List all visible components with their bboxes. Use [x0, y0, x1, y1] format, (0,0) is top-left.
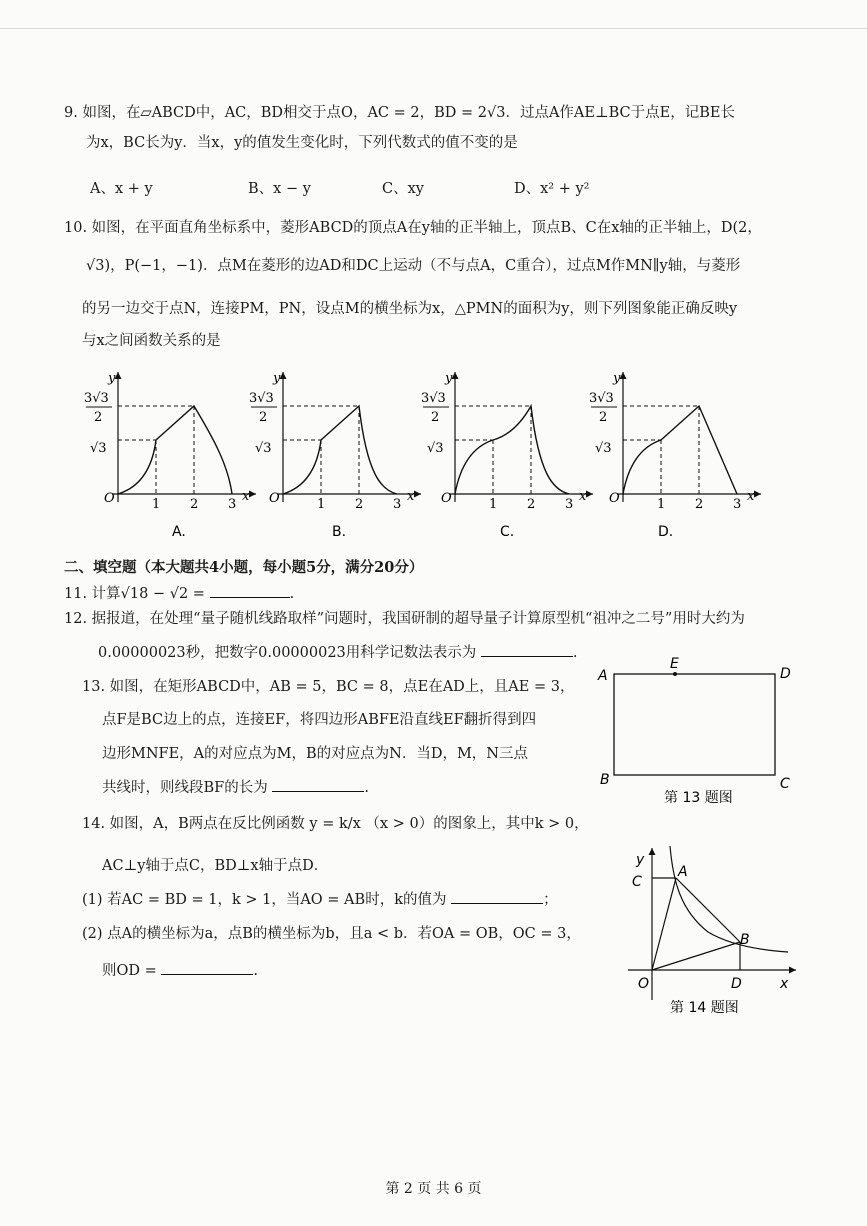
q9-option-c: C、xy — [382, 181, 424, 197]
q13-line4: 共线时，则线段BF的长为 — [102, 780, 268, 796]
graph-c-curve — [455, 406, 569, 494]
q13-line1: 13. 如图，在矩形ABCD中，AB = 5，BC = 8，点E在AD上，且AE = 3， — [82, 679, 575, 695]
graph-label-b: B. — [332, 524, 347, 540]
q13-line3: 边形MNFE，A的对应点为M，B的对应点为N．当D，M，N三点 — [102, 746, 528, 762]
q10-line1: 10. 如图，在平面直角坐标系中，菱形ABCD的顶点A在y轴的正半轴上，顶点B、C在x轴的正半轴上，D(2， — [64, 220, 762, 236]
q13-label-b: B — [600, 772, 610, 788]
q9-line2: 为x，BC长为y．当x，y的值发生变化时，下列代数式的值不变的是 — [86, 135, 518, 151]
graph-d-label-o: O — [609, 491, 620, 506]
graph-a-curve — [118, 406, 232, 494]
q14-label-a: A — [678, 864, 688, 880]
q11-blank — [210, 583, 290, 598]
graph-b-label-ymid: √3 — [255, 441, 272, 456]
graph-c-tick-3: 3 — [565, 497, 574, 512]
q14-caption: 第 14 题图 — [670, 1000, 739, 1016]
graph-a-tick-1: 1 — [152, 497, 161, 512]
graph-b-tick-1: 1 — [317, 497, 326, 512]
q11-label: 11. 计算√18 − √2 = — [64, 586, 205, 602]
q13-line2: 点F是BC边上的点，连接EF，将四边形ABFE沿直线EF翻折得到四 — [102, 712, 537, 728]
graph-a-label-ymid: √3 — [90, 441, 107, 456]
graph-b-tick-2: 2 — [355, 497, 364, 512]
graph-b-curve — [283, 406, 397, 494]
q14-line3: (1) 若AC = BD = 1，k > 1，当AO = AB时，k的值为 — [82, 892, 447, 908]
q12-line2: 0.00000023秒，把数字0.00000023用科学记数法表示为 — [98, 645, 477, 661]
graph-d-tick-2: 2 — [695, 497, 704, 512]
q14-label-o: O — [638, 976, 650, 992]
q14-blank-2 — [161, 960, 253, 975]
q9-line1: 9. 如图，在▱ABCD中，AC，BD相交于点O，AC = 2，BD = 2√3．过点A作AE⊥BC于点E，记BE长 — [64, 105, 735, 121]
q14-line3-wrap: (1) 若AC = BD = 1，k > 1，当AO = AB时，k的值为 ； — [82, 884, 558, 917]
q13-label-e: E — [670, 656, 679, 672]
graph-a-tick-3: 3 — [228, 497, 237, 512]
q14-label-d: D — [731, 976, 742, 992]
graph-c-tick-1: 1 — [489, 497, 498, 512]
graph-d — [589, 371, 761, 512]
q13-label-c: C — [780, 776, 790, 792]
graph-d-curve — [623, 406, 737, 494]
q14-label-x: x — [780, 976, 789, 992]
graph-a-label-o: O — [104, 491, 115, 506]
graph-c-label-y: y — [445, 371, 453, 386]
graph-d-tick-3: 3 — [733, 497, 742, 512]
q14-line5-wrap: 则OD = . — [102, 955, 258, 988]
q12-line2-wrap: 0.00000023秒，把数字0.00000023用科学记数法表示为 . — [98, 637, 578, 670]
q14-label-y: y — [636, 852, 645, 868]
q13-label-a: A — [598, 668, 608, 684]
graph-c-label-o: O — [441, 491, 452, 506]
q14-blank-1 — [451, 889, 543, 904]
graph-b-label-y: y — [273, 371, 281, 386]
q14-line1: 14. 如图，A，B两点在反比例函数 y = k/x （x > 0）的图象上，其中k > 0， — [82, 816, 589, 832]
top-rule — [0, 28, 867, 29]
q10-line3: 的另一边交于点N，连接PM，PN，设点M的横坐标为x，△PMN的面积为y，则下列图象能正确反映y — [82, 301, 738, 317]
graph-d-label-ytop: 3√3 — [589, 391, 614, 406]
graph-b-label-ytop: 3√3 — [249, 391, 274, 406]
q14-hyperbola — [670, 846, 788, 952]
q11-text: 11. 计算√18 − √2 = . — [64, 578, 294, 611]
q14-figure — [618, 840, 808, 1020]
graph-c-tick-2: 2 — [527, 497, 536, 512]
q13-point-e — [673, 672, 677, 676]
q13-figure — [592, 656, 802, 808]
graph-d-label-ytop-den: 2 — [599, 410, 608, 425]
q14-label-b: B — [740, 932, 750, 948]
q13-line4-wrap: 共线时，则线段BF的长为 . — [102, 772, 369, 805]
q10-line4: 与x之间函数关系的是 — [82, 333, 221, 349]
graph-label-c: C. — [500, 524, 515, 540]
q13-label-d: D — [780, 666, 791, 682]
graph-b-label-x: x — [407, 489, 415, 504]
q12-line1: 12. 据报道，在处理“量子随机线路取样”问题时，我国研制的超导量子计算原型机“祖冲之二号”用时大约为 — [64, 611, 745, 627]
q13-caption: 第 13 题图 — [664, 790, 733, 806]
q10-line2: √3)，P(−1，−1)．点M在菱形的边AD和DC上运动（不与点A，C重合），过点M作MN∥y轴，与菱形 — [86, 258, 741, 274]
q12-blank — [481, 642, 573, 657]
graph-a-label-y: y — [108, 371, 116, 386]
q10-graphs — [72, 368, 812, 548]
graph-d-label-x: x — [747, 489, 755, 504]
graph-c-label-x: x — [579, 489, 587, 504]
graph-a — [84, 371, 256, 512]
graph-c-label-ytop-den: 2 — [431, 410, 440, 425]
q14-segment-ob — [652, 942, 740, 970]
q9-option-b: B、x − y — [248, 181, 311, 197]
graph-d-tick-1: 1 — [657, 497, 666, 512]
q14-line4: (2) 点A的横坐标为a，点B的横坐标为b，且a < b．若OA = OB，OC = 3， — [82, 926, 581, 942]
graph-a-label-ytop: 3√3 — [84, 391, 109, 406]
section2-heading: 二、填空题（本大题共4小题，每小题5分，满分20分） — [64, 559, 424, 576]
graph-c-label-ytop: 3√3 — [421, 391, 446, 406]
graph-label-a: A. — [172, 524, 186, 540]
graph-label-d: D. — [658, 524, 674, 540]
graph-b-tick-3: 3 — [393, 497, 402, 512]
graph-b-label-ytop-den: 2 — [259, 410, 268, 425]
q14-line5: 则OD = — [102, 963, 157, 979]
q13-blank — [272, 777, 364, 792]
graph-a-label-ytop-den: 2 — [94, 410, 103, 425]
page-footer: 第 2 页 共 6 页 — [385, 1181, 482, 1197]
q13-rectangle — [614, 674, 775, 775]
graph-c-label-ymid: √3 — [427, 441, 444, 456]
graph-a-tick-2: 2 — [190, 497, 199, 512]
q9-option-a: A、x + y — [90, 181, 153, 197]
q14-segment-oa — [652, 878, 676, 970]
graph-b-label-o: O — [269, 491, 280, 506]
graph-c — [421, 371, 593, 512]
graph-d-label-ymid: √3 — [595, 441, 612, 456]
graph-d-label-y: y — [613, 371, 621, 386]
graph-a-label-x: x — [242, 489, 250, 504]
q14-line2: AC⊥y轴于点C，BD⊥x轴于点D． — [102, 858, 329, 874]
q14-label-c: C — [632, 874, 642, 890]
q9-option-d: D、x² + y² — [514, 181, 590, 197]
graph-b — [249, 371, 421, 512]
